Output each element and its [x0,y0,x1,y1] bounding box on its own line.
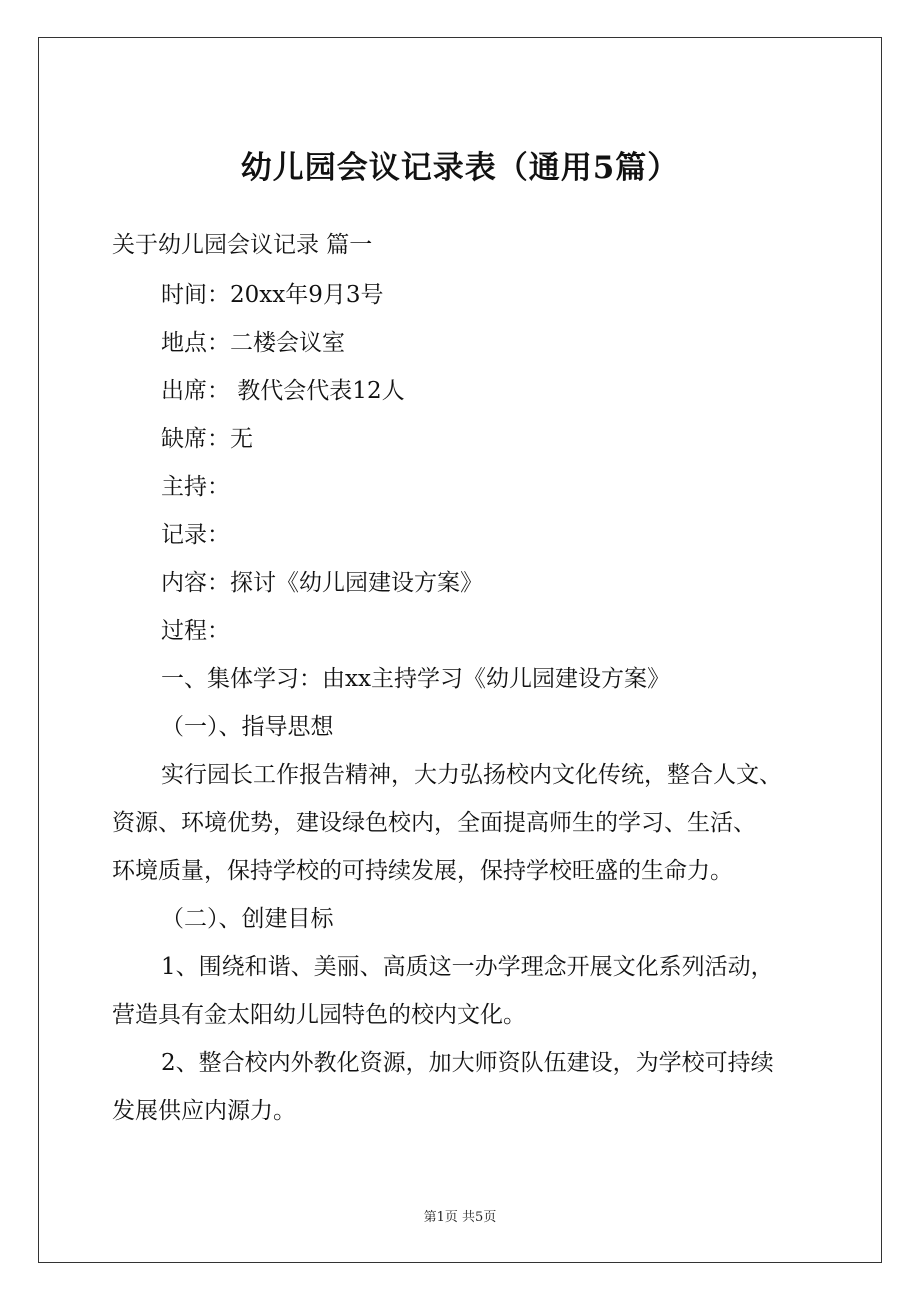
subheading-guiding-thought: （一）、指导思想 [161,714,334,740]
meeting-absent: 缺席：无 [161,426,253,452]
document-title: 幼儿园会议记录表（通用5篇） [240,150,680,186]
meeting-location: 地点：二楼会议室 [161,330,345,356]
paragraph-line: 发展供应内源力。 [112,1098,296,1124]
paragraph-line: 营造具有金太阳幼儿园特色的校内文化。 [112,1002,526,1028]
page-border [38,37,882,1263]
meeting-host: 主持： [161,474,230,500]
section-heading: 关于幼儿园会议记录 篇一 [112,232,373,258]
meeting-content: 内容：探讨《幼儿园建设方案》 [161,570,483,596]
paragraph-line: 2、整合校内外教化资源，加大师资队伍建设，为学校可持续 [161,1050,774,1076]
process-item-1: 一、集体学习：由xx主持学习《幼儿园建设方案》 [161,666,670,692]
paragraph-line: 1、围绕和谐、美丽、高质这一办学理念开展文化系列活动， [161,954,774,980]
paragraph-line: 资源、环境优势，建设绿色校内，全面提高师生的学习、生活、 [112,810,756,836]
paragraph-line: 环境质量，保持学校的可持续发展，保持学校旺盛的生命力。 [112,858,733,884]
paragraph-line: 实行园长工作报告精神，大力弘扬校内文化传统，整合人文、 [161,762,782,788]
meeting-attendance: 出席： 教代会代表12人 [161,378,405,404]
subheading-goals: （二）、创建目标 [161,906,334,932]
meeting-process: 过程： [161,618,230,644]
page-footer: 第1页 共5页 [423,1210,497,1225]
meeting-time: 时间：20xx年9月3号 [161,282,384,308]
meeting-recorder: 记录： [161,522,230,548]
